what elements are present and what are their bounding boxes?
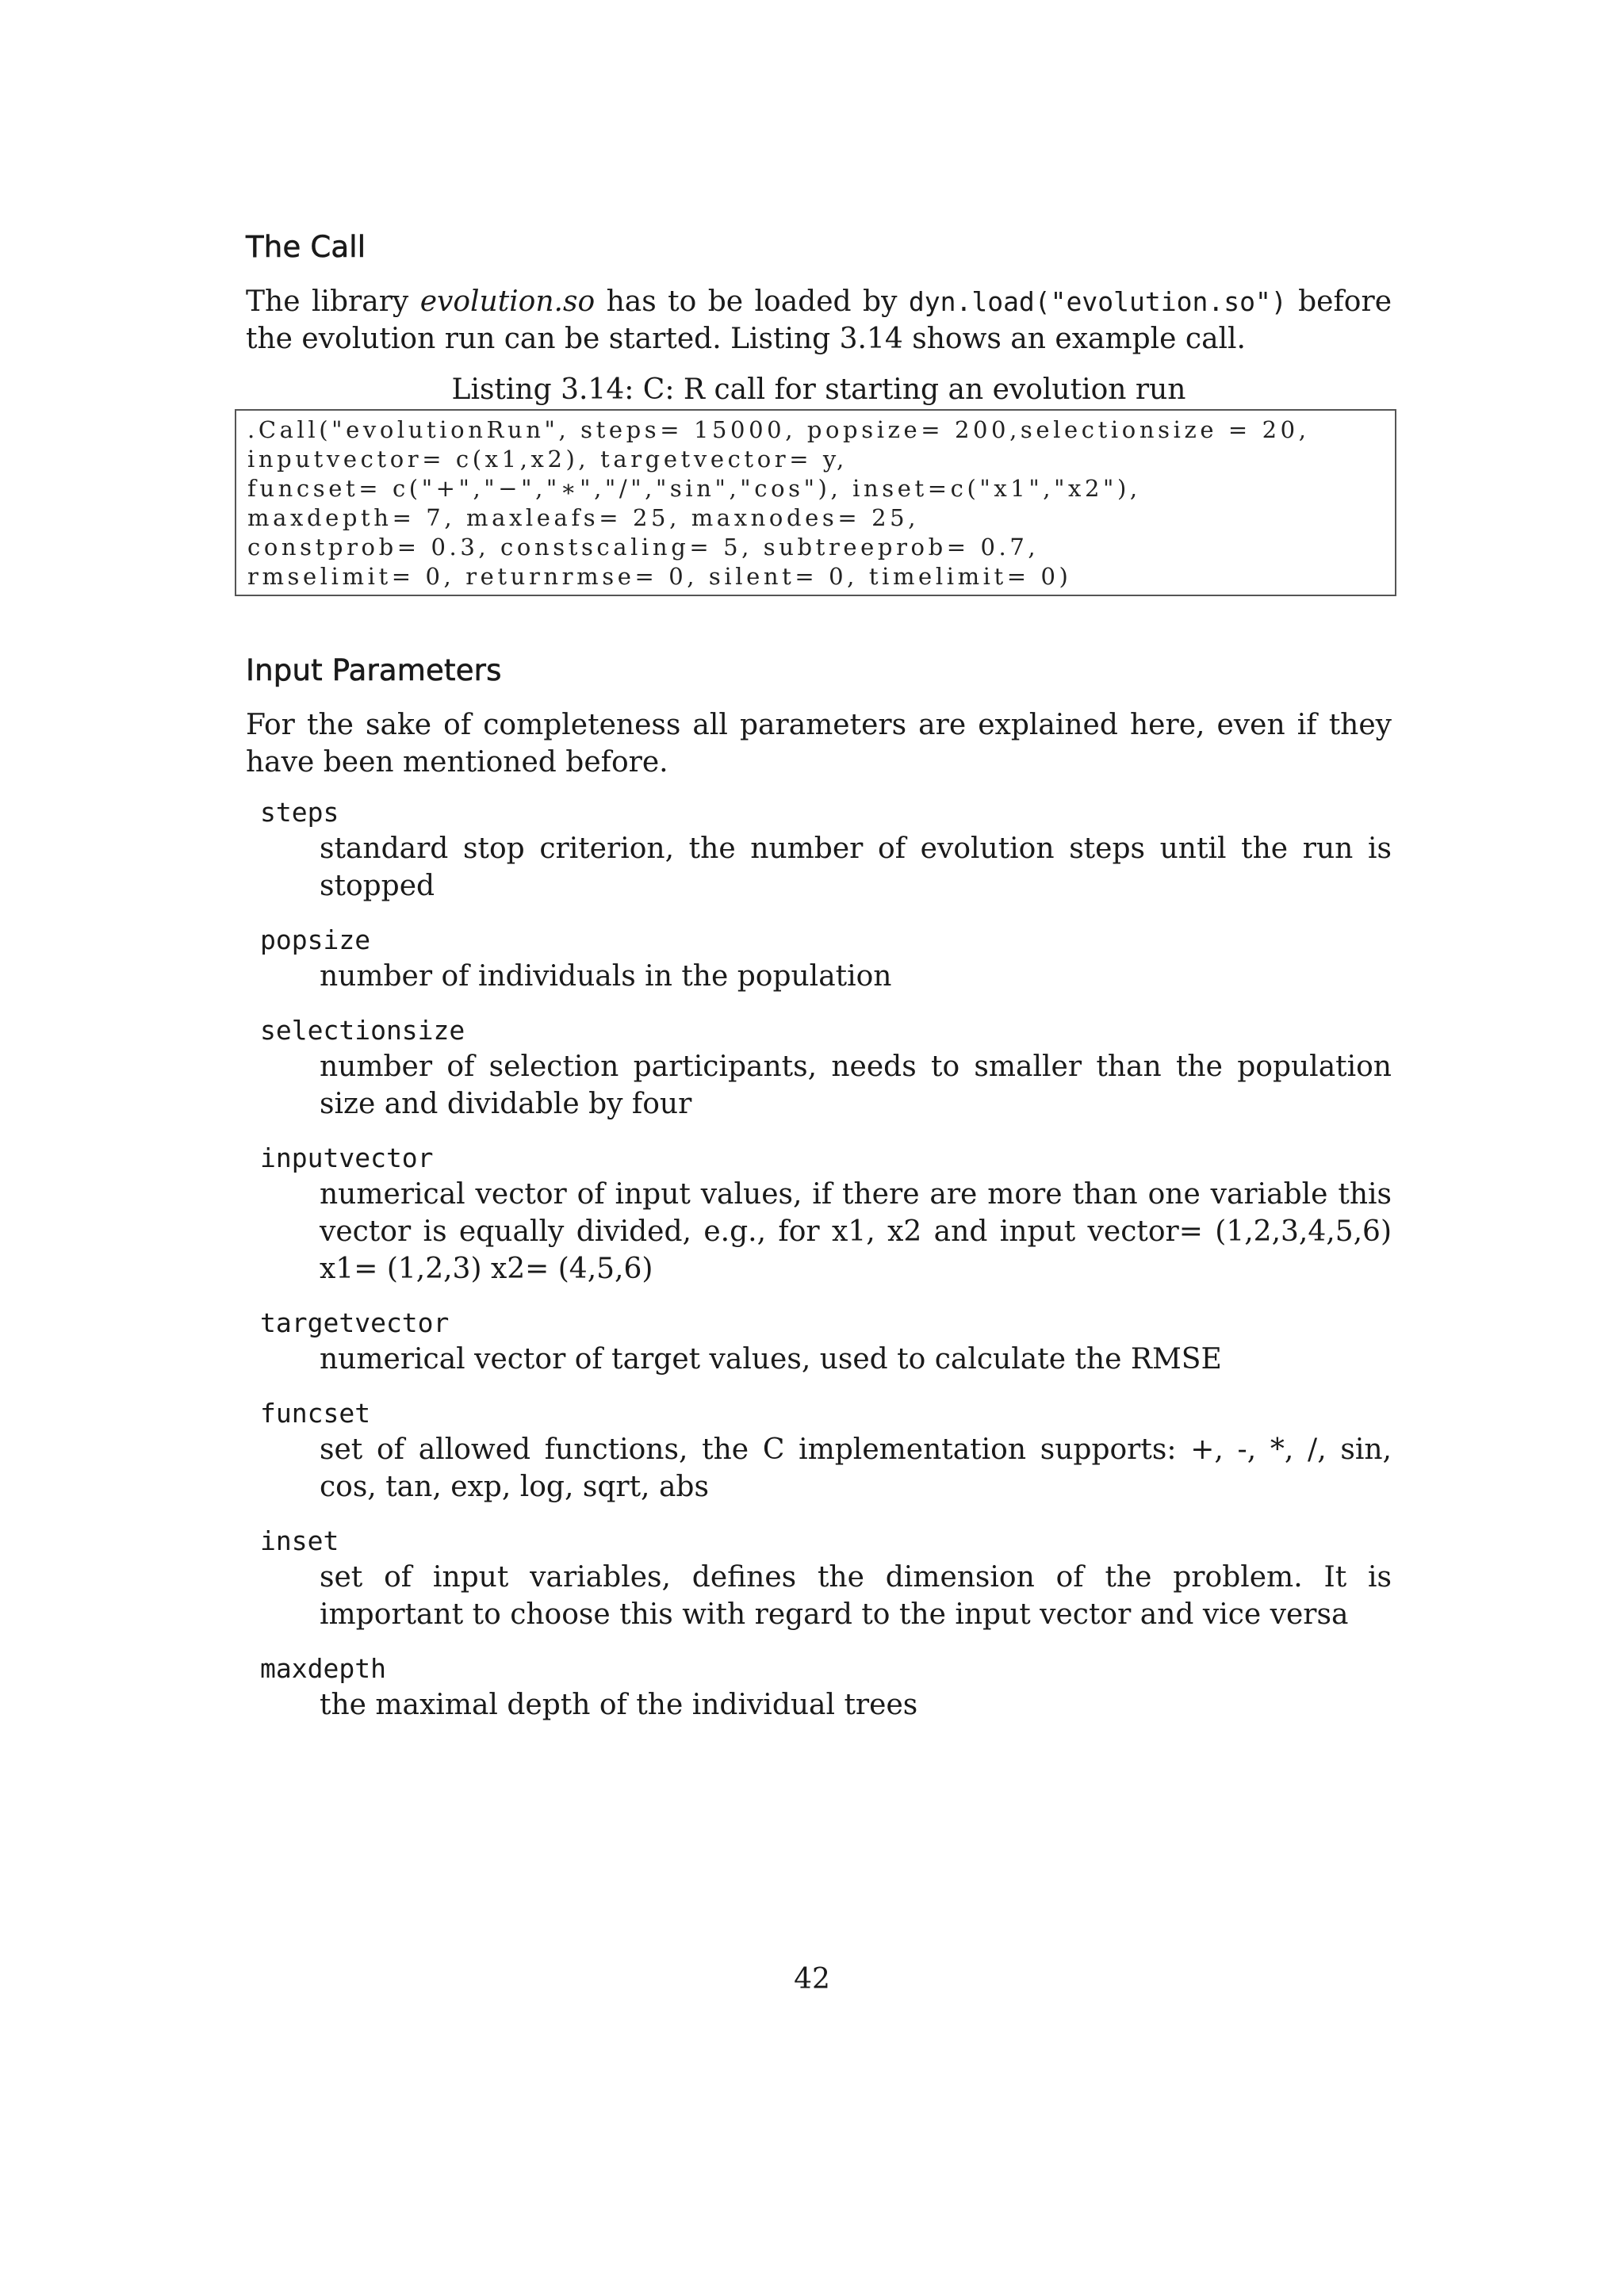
param-item-steps xyxy=(246,795,1392,905)
call-text-1: The library xyxy=(246,285,420,318)
param-name: inset xyxy=(260,1525,339,1556)
param-item-popsize xyxy=(246,923,1392,995)
param-name: targetvector xyxy=(260,1307,450,1338)
code-line: .Call("evolutionRun", steps= 15000, popsize= 200,selectionsize = 20, xyxy=(247,416,1310,443)
param-item-selectionsize xyxy=(246,1013,1392,1123)
param-description: number of individuals in the population xyxy=(320,960,892,993)
code-line: inputvector= c(x1,x2), targetvector= y, xyxy=(247,446,848,473)
page-number: 42 xyxy=(794,1963,830,1996)
param-description: number of selection participants, needs to smaller than the population size and dividable by four xyxy=(320,1050,1392,1120)
call-text-2: has to be loaded by xyxy=(595,285,909,318)
param-description: set of input variables, defines the dimension of the problem. It is important to choose this with regard to the input vector and vice versa xyxy=(320,1561,1392,1631)
call-paragraph xyxy=(246,283,1392,358)
param-name: funcset xyxy=(260,1398,371,1429)
param-item-funcset xyxy=(246,1396,1392,1506)
param-description: set of allowed functions, the C implementation supports: +, -, *, /, sin, cos, tan, exp, log, sqrt, abs xyxy=(320,1433,1392,1503)
code-line: maxdepth= 7, maxleafs= 25, maxnodes= 25, xyxy=(247,504,920,531)
param-item-inset xyxy=(246,1524,1392,1633)
param-description: the maximal depth of the individual trees xyxy=(320,1689,918,1721)
library-name: evolution.so xyxy=(419,285,596,318)
params-intro: For the sake of completeness all parameters are explained here, even if they have been mentioned before. xyxy=(246,709,1392,779)
page-content xyxy=(246,230,1392,1724)
code-listing xyxy=(235,409,1396,596)
param-item-inputvector xyxy=(246,1141,1392,1288)
param-item-targetvector xyxy=(246,1306,1392,1378)
parameter-list xyxy=(246,795,1392,1724)
param-name: inputvector xyxy=(260,1142,434,1173)
param-description: standard stop criterion, the number of evolution steps until the run is stopped xyxy=(320,832,1392,902)
listing-caption: Listing 3.14: C: R call for starting an evolution run xyxy=(451,373,1186,406)
param-description: numerical vector of target values, used to calculate the RMSE xyxy=(320,1343,1222,1376)
code-line: funcset= c("+","−","∗","/","sin","cos"), inset=c("x1","x2"), xyxy=(247,475,1141,502)
section-heading-call: The Call xyxy=(246,230,366,264)
load-code: dyn.load("evolution.so") xyxy=(908,286,1287,317)
code-line: constprob= 0.3, constscaling= 5, subtreeprob= 0.7, xyxy=(247,534,1040,561)
param-name: maxdepth xyxy=(260,1653,386,1684)
code-line: rmselimit= 0, returnrmse= 0, silent= 0, timelimit= 0) xyxy=(247,563,1072,590)
param-name: popsize xyxy=(260,924,371,955)
param-description: numerical vector of input values, if there are more than one variable this vector is equally divided, e.g., for x1, x2 and input vector= (1,2,3,4,5,6) x1= (1,2,3) x2= (4,5,6) xyxy=(320,1178,1392,1285)
call-text-3: before the evolution run can be started. Listing 3.14 shows an example call. xyxy=(246,285,1392,355)
section-heading-params: Input Parameters xyxy=(246,653,502,687)
param-item-maxdepth xyxy=(246,1651,1392,1724)
param-name: steps xyxy=(260,797,339,828)
param-name: selectionsize xyxy=(260,1015,465,1046)
